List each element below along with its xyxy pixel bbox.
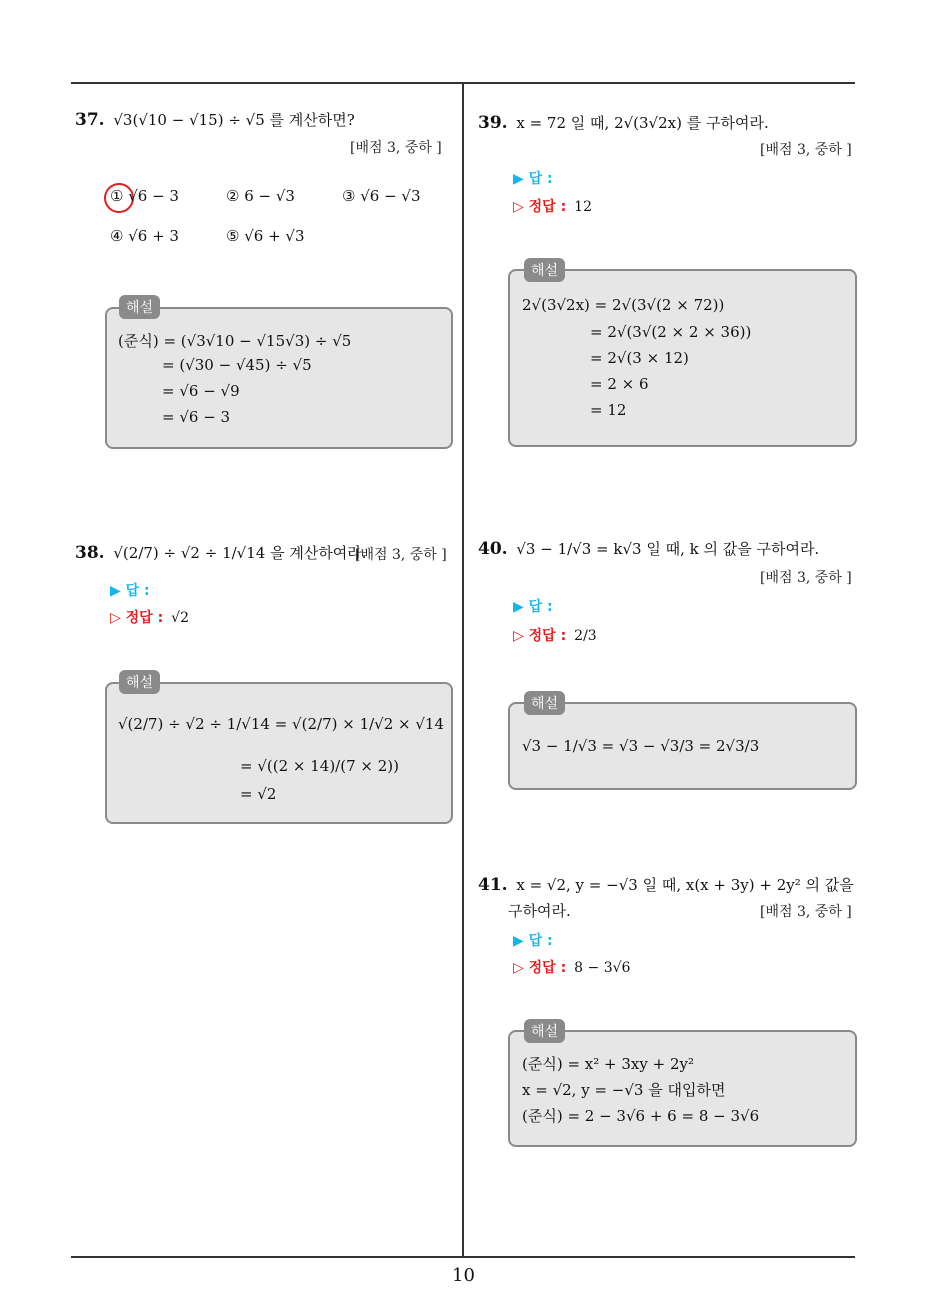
answer-label: ▶ 답 :	[513, 599, 553, 615]
question-39	[478, 111, 769, 135]
answer-label: ▶ 답 :	[110, 583, 150, 599]
solution-tag: 해설	[524, 1019, 565, 1043]
correct-answer: ▷ 정답 : √2	[110, 610, 189, 626]
answer-label: ▶ 답 :	[513, 171, 553, 187]
question-number: 38.	[75, 543, 105, 563]
question-41	[478, 873, 854, 897]
solution-tag: 해설	[119, 670, 160, 694]
question-text: √3(√10 − √15) ÷ √5 를 계산하면?	[113, 111, 355, 129]
correct-value: 8 − 3√6	[574, 960, 631, 976]
question-text: √3 − 1/√3 = k√3 일 때, k 의 값을 구하여라.	[516, 540, 820, 558]
solution-tag: 해설	[524, 691, 565, 715]
solution-tag: 해설	[119, 295, 160, 319]
points-38: [배점 3, 중하 ]	[355, 547, 447, 563]
correct-value: 2/3	[574, 628, 597, 644]
correct-value: 12	[574, 199, 592, 215]
bottom-rule	[71, 1256, 855, 1258]
answer-label: ▶ 답 :	[513, 933, 553, 949]
question-40	[478, 537, 819, 561]
choice-5[interactable]: ⑤ √6 + √3	[226, 227, 305, 245]
solution-line: (준식) = (√3√10 − √15√3) ÷ √5	[118, 332, 352, 350]
column-divider	[462, 83, 464, 1257]
solution-line: = √2	[240, 785, 277, 803]
correct-value: √2	[171, 610, 189, 626]
page-number: 10	[452, 1265, 475, 1286]
points-40: [배점 3, 중하 ]	[760, 570, 852, 586]
solution-line: √3 − 1/√3 = √3 − √3/3 = 2√3/3	[522, 737, 760, 755]
solution-line: = 2 × 6	[590, 375, 649, 393]
question-text: x = √2, y = −√3 일 때, x(x + 3y) + 2y² 의 값을	[516, 876, 854, 894]
choice-2[interactable]: ② 6 − √3	[226, 187, 295, 205]
question-text: x = 72 일 때, 2√(3√2x) 를 구하여라.	[516, 114, 769, 132]
question-number: 40.	[478, 539, 508, 559]
solution-line: √(2/7) ÷ √2 ÷ 1/√14 = √(2/7) × 1/√2 × √14	[118, 715, 445, 733]
correct-answer: ▷ 정답 : 12	[513, 199, 592, 215]
question-41-cont: 구하여라.	[508, 902, 571, 920]
question-38	[75, 541, 367, 565]
question-number: 37.	[75, 110, 105, 130]
correct-answer: ▷ 정답 : 8 − 3√6	[513, 960, 631, 976]
solution-line: = √((2 × 14)/(7 × 2))	[240, 757, 399, 775]
solution-line: = 12	[590, 401, 627, 419]
question-number: 39.	[478, 113, 508, 133]
points-41: [배점 3, 중하 ]	[760, 904, 852, 920]
solution-line: 2√(3√2x) = 2√(3√(2 × 72))	[522, 296, 725, 314]
correct-answer: ▷ 정답 : 2/3	[513, 628, 597, 644]
solution-box-37	[105, 307, 453, 449]
solution-line: = √6 − 3	[162, 408, 231, 426]
points-37: [배점 3, 중하 ]	[350, 140, 442, 156]
choice-4[interactable]: ④ √6 + 3	[110, 227, 179, 245]
solution-box-38	[105, 682, 453, 824]
points-39: [배점 3, 중하 ]	[760, 142, 852, 158]
solution-line: = √6 − √9	[162, 382, 240, 400]
solution-line: x = √2, y = −√3 을 대입하면	[522, 1081, 726, 1099]
choice-1[interactable]: ① √6 − 3	[110, 187, 179, 205]
choice-3[interactable]: ③ √6 − √3	[342, 187, 421, 205]
solution-line: (준식) = x² + 3xy + 2y²	[522, 1055, 694, 1073]
solution-tag: 해설	[524, 258, 565, 282]
solution-line: (준식) = 2 − 3√6 + 6 = 8 − 3√6	[522, 1107, 760, 1125]
solution-line: = 2√(3√(2 × 2 × 36))	[590, 323, 752, 341]
solution-line: = (√30 − √45) ÷ √5	[162, 356, 312, 374]
question-number: 41.	[478, 875, 508, 895]
question-37	[75, 108, 355, 132]
solution-line: = 2√(3 × 12)	[590, 349, 689, 367]
question-text: √(2/7) ÷ √2 ÷ 1/√14 을 계산하여라.	[113, 544, 367, 562]
